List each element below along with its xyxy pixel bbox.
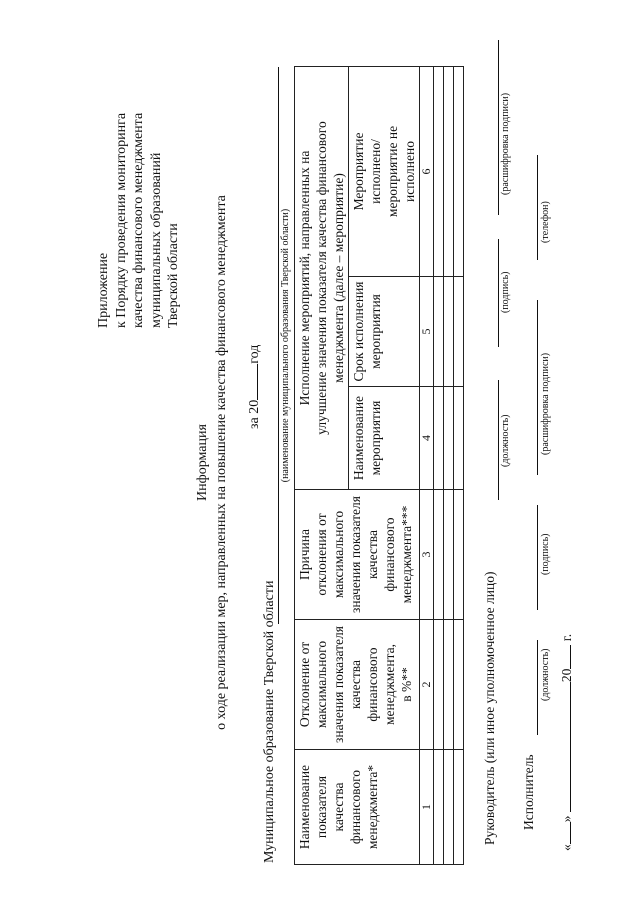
column-number: 6 [420,66,434,276]
executor-signature-caption: (подпись) [540,533,551,575]
municipality-caption: (наименование муниципального образования Тверской области) [280,208,291,483]
header-measures-group: Исполнение мероприятий, направленных на улучшение значения показателя качества финансового менеджмента (далее – мероприятие) [295,66,349,489]
column-number: 5 [420,277,434,387]
header-measure-status: Мероприятие исполнено/ мероприятие не исполнено [349,66,420,276]
municipality-label: Муниципальное образование Тверской области [262,580,277,863]
column-number: 3 [420,490,434,620]
executor-position-line [537,640,538,735]
table-row [454,66,464,864]
document-subtitle: о ходе реализации мер, направленных на повышение качества финансового менеджмента [214,195,229,730]
head-decoding-caption: (расшифровка подписи) [500,92,511,195]
table-row [444,66,454,864]
header-indicator-name: Наименование показателя качества финансового менеджмента* [295,750,420,865]
head-position-line [498,380,499,500]
document-title: Информация [195,424,210,501]
day-blank [560,822,571,844]
appendix-line: Приложение [96,252,111,328]
column-number: 4 [420,387,434,490]
column-number-row [420,66,434,864]
date-year-prefix: 20 [559,668,574,683]
date-open-quote: « [559,844,574,851]
executor-signature-line [537,505,538,610]
header-deviation-reason: Причина отклонения от максимального значения показателя качества финансового менеджмента*** [295,490,420,620]
executor-position-caption: (должность) [540,648,551,701]
table-row [434,66,444,864]
report-period [246,345,263,429]
measures-table [294,66,464,865]
appendix-line: к Порядку проведения мониторинга [113,112,129,328]
column-number: 2 [420,620,434,750]
year-blank [560,645,571,669]
year-blank [246,364,258,400]
executor-decoding-caption: (расшифровка подписи) [540,352,551,455]
appendix-header [95,113,183,328]
appendix-line: Тверской области [166,223,181,328]
appendix-line: муниципальных образований [148,152,164,328]
table-header-row [295,66,349,864]
appendix-line: качества финансового менеджмента [131,112,146,328]
executor-label: Исполнитель [521,754,536,830]
head-signature-line [498,239,499,347]
date-close-quote: » [559,815,574,823]
head-signature-caption: (подпись) [500,271,511,313]
header-measure-deadline: Срок исполнения мероприятия [349,277,420,387]
date-line [559,634,575,851]
month-blank [560,682,571,812]
column-number: 1 [420,750,434,865]
executor-phone-caption: (телефон) [540,201,551,243]
head-position-caption: (должность) [500,414,511,467]
head-signatory-label: Руководитель (или иное уполномоченное лицо) [482,571,497,845]
period-prefix: за 20 [247,399,262,429]
period-suffix: год [247,344,262,364]
executor-phone-line [537,155,538,260]
head-decoding-line [498,40,499,215]
header-deviation: Отклонение от максимального значения показателя качества финансового менеджмента, в %** [295,620,420,750]
header-measure-name: Наименование мероприятия [349,387,420,490]
executor-decoding-line [537,300,538,475]
date-suffix: г. [559,633,574,642]
municipality-fill-line [278,67,279,624]
